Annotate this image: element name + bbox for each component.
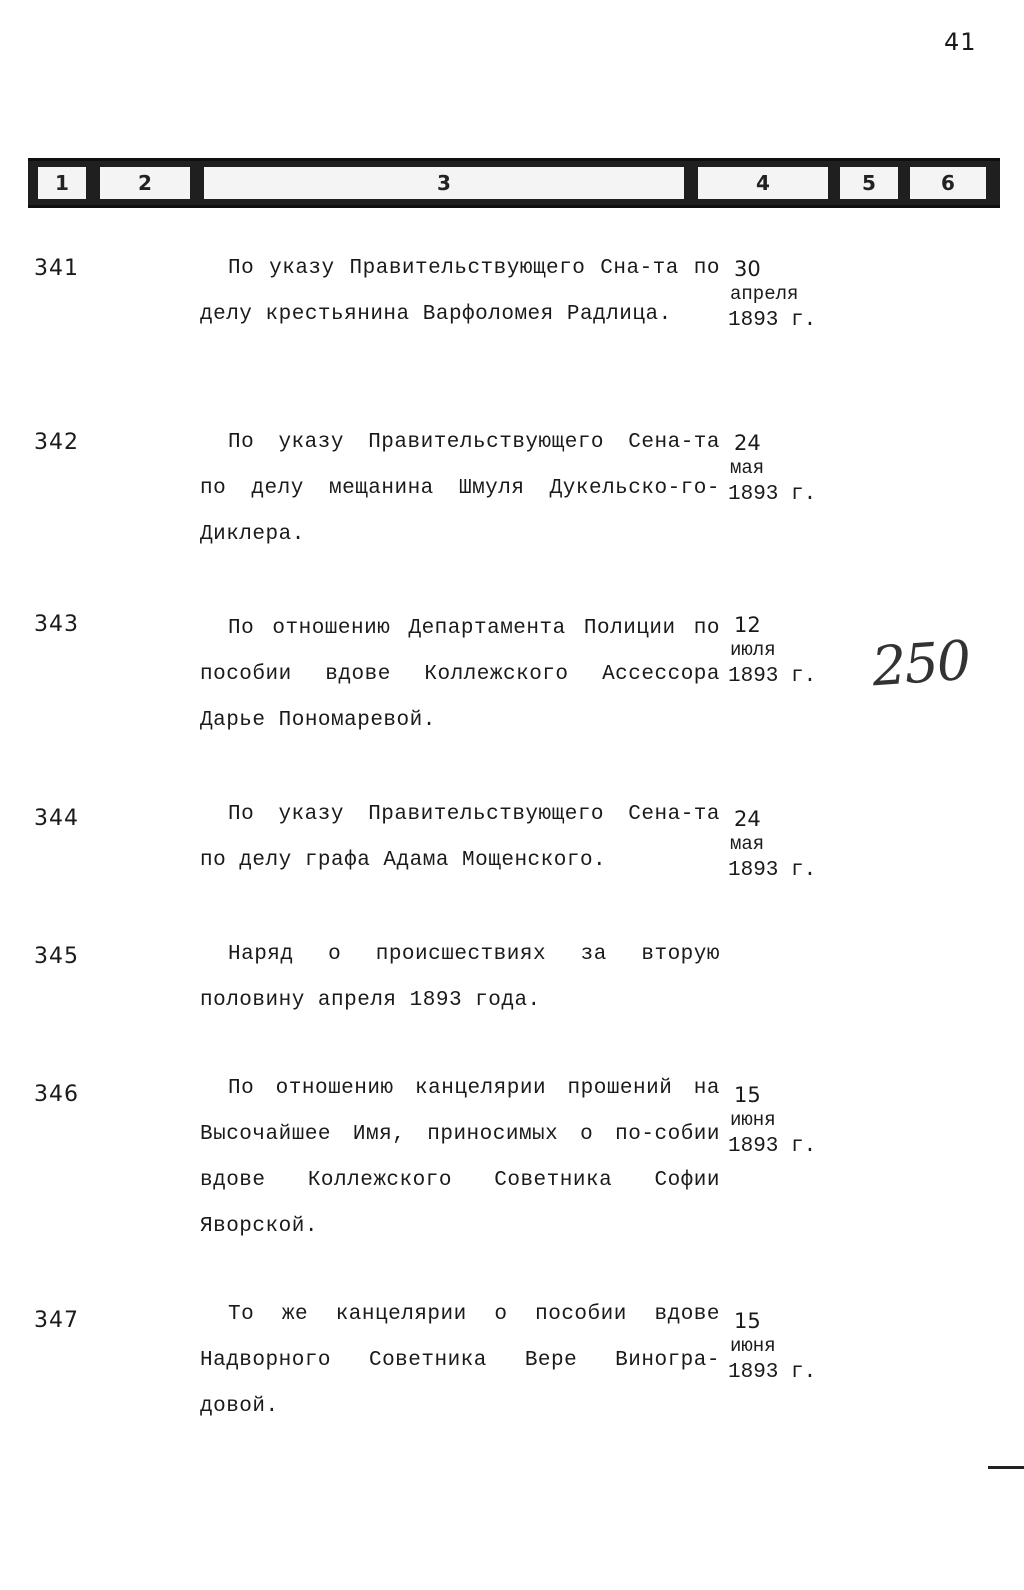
entry-text: Наряд о происшествиях за вторую половину апреля 1893 года.	[200, 943, 720, 1012]
date-day: 30	[734, 257, 761, 281]
date-year: 1893 г.	[728, 665, 817, 688]
entry-text: По отношению Департамента Полиции по пособии вдове Коллежского Ассессора Дарье Пономаревой.	[200, 617, 720, 732]
entry-text: По указу Правительствующего Сена-та по делу мещанина Шмуля Дукельско-го-Диклера.	[200, 431, 720, 546]
date-day: 12	[734, 613, 761, 637]
date-month: апреля	[730, 283, 799, 305]
entry-date	[716, 1308, 846, 1388]
date-year: 1893 г.	[728, 859, 817, 882]
entry-date	[716, 1082, 846, 1162]
entry-number: 341	[34, 256, 79, 281]
entry-number: 345	[34, 944, 79, 969]
entry-number: 347	[34, 1308, 79, 1333]
handwritten-margin-note: 250	[869, 628, 972, 699]
page-number: 41	[944, 28, 977, 56]
date-year: 1893 г.	[728, 309, 817, 332]
header-col-2: 2	[100, 167, 190, 199]
date-year: 1893 г.	[728, 1361, 817, 1384]
header-col-5: 5	[840, 167, 898, 199]
entry-number: 343	[34, 612, 79, 637]
header-col-1: 1	[38, 167, 86, 199]
date-year: 1893 г.	[728, 1135, 817, 1158]
entry-text: По указу Правительствующего Сна-та по делу крестьянина Варфоломея Радлица.	[200, 257, 720, 326]
margin-dash	[988, 1466, 1024, 1469]
date-month: июля	[730, 639, 776, 661]
entry-date	[716, 612, 846, 692]
header-col-4: 4	[698, 167, 828, 199]
table-header	[28, 158, 1000, 208]
date-day: 24	[734, 807, 761, 831]
header-col-6: 6	[910, 167, 986, 199]
date-month: мая	[730, 833, 765, 855]
entry-text: По указу Правительствующего Сена-та по делу графа Адама Мощенского.	[200, 803, 720, 872]
entry-date	[716, 256, 846, 336]
entry-number: 346	[34, 1082, 79, 1107]
date-month: июня	[730, 1109, 776, 1131]
entry-date	[716, 806, 846, 886]
date-day: 15	[734, 1083, 761, 1107]
date-month: мая	[730, 457, 765, 479]
date-day: 15	[734, 1309, 761, 1333]
date-day: 24	[734, 431, 761, 455]
entry-date	[716, 430, 846, 510]
date-month: июня	[730, 1335, 776, 1357]
entry-number: 342	[34, 430, 79, 455]
entry-text: По отношению канцелярии прошений на Высочайшее Имя, приносимых о по-собии вдове Коллежского Советника Софии Яворской.	[200, 1077, 720, 1238]
entry-text: То же канцелярии о пособии вдове Надворного Советника Вере Виногра-довой.	[200, 1303, 720, 1418]
date-year: 1893 г.	[728, 483, 817, 506]
entry-number: 344	[34, 806, 79, 831]
header-col-3: 3	[204, 167, 684, 199]
